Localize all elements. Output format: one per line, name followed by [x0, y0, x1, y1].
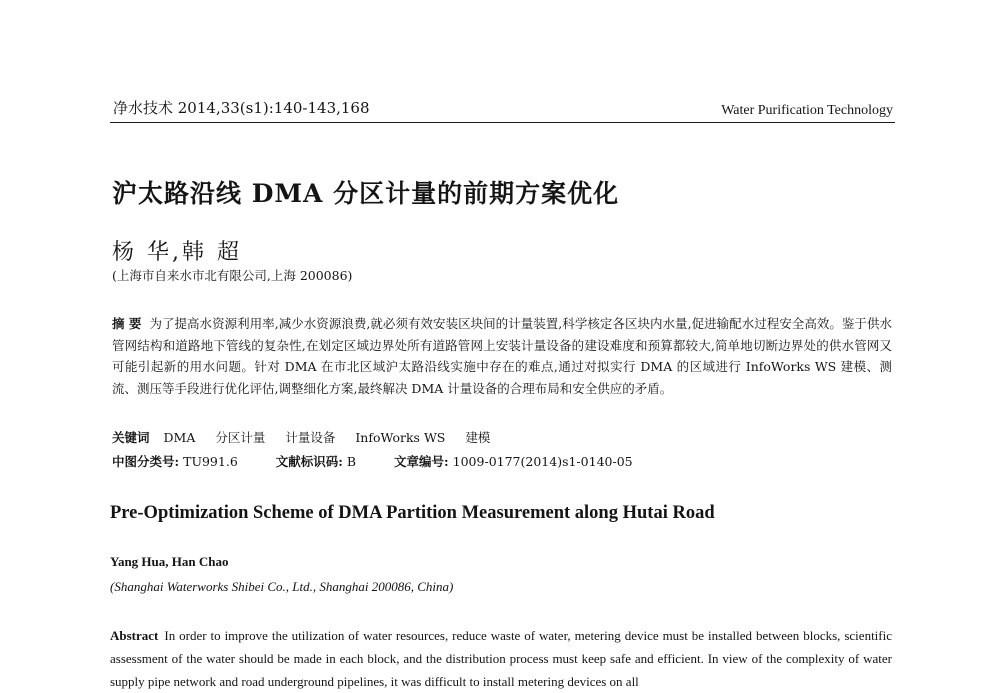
journal-name-en: Water Purification Technology [721, 103, 893, 118]
document-code [276, 454, 356, 469]
keyword: 建模 [465, 430, 491, 445]
classification-line [112, 452, 633, 470]
doc-code-label: 文献标识码: [275, 454, 343, 469]
keyword: 分区计量 [215, 430, 266, 445]
title-zh: 沪太路沿线 DMA 分区计量的前期方案优化 [112, 179, 620, 208]
clc-label: 中图分类号: [112, 454, 180, 469]
keyword: 计量设备 [285, 430, 336, 445]
abstract-zh-text: 为了提高水资源利用率,减少水资源浪费,就必须有效安装区块间的计量装置,科学核定各区块内水量,促进输配水过程安全高效。鉴于供水管网结构和道路地下管线的复杂性,在划定区域边界处所有道路管网上安装计量设备的建设难度和预算都较大,简单地切断边界处的供水管网又可能引起新的用水问题。针对 DMA 在市北区域沪太路沿线实施中存在的难点,通过对拟实行 DMA 的区域进行 InfoWorks WS 建模、测流、测压等手段进行优化评估,调整细化方案,最终解决 DMA 计量设备的合理布局和安全供应的矛盾。 [112, 316, 892, 396]
clc-number [112, 454, 238, 469]
header-rule [110, 122, 895, 123]
article-no-value: 1009-0177(2014)s1-0140-05 [452, 454, 633, 469]
abstract-en-text: In order to improve the utilization of water resources, reduce waste of water, metering device must be installed between blocks, scientific assessment of the water should be made in each block, and the distribution process must keep safe and efficient. In view of the complexity of water supply pipe network and road underground pipelines, it was difficult to install metering devices on all [110, 628, 892, 689]
clc-value: TU991.6 [183, 454, 238, 469]
abstract-en [110, 624, 892, 693]
doc-code-value: B [346, 454, 357, 469]
authors-en: Yang Hua, Han Chao [110, 554, 229, 569]
title-en: Pre-Optimization Scheme of DMA Partition Measurement along Hutai Road [110, 503, 715, 523]
keyword: InfoWorks WS [355, 430, 446, 445]
authors-zh: 杨 华,韩 超 [112, 240, 242, 265]
affiliation-zh: (上海市自来水市北有限公司,上海 200086) [112, 268, 353, 283]
keywords-zh [112, 428, 506, 446]
abstract-zh [112, 313, 892, 399]
article-no-label: 文章编号: [394, 454, 449, 469]
journal-citation: 净水技术 2014,33(s1):140-143,168 [113, 99, 370, 117]
keywords-zh-label: 关键词 [112, 430, 150, 445]
abstract-zh-label: 摘 要 [112, 316, 142, 331]
article-number [394, 454, 633, 469]
abstract-en-label: Abstract [110, 628, 159, 643]
affiliation-en: (Shanghai Waterworks Shibei Co., Ltd., Shanghai 200086, China) [110, 579, 454, 594]
keyword: DMA [163, 430, 196, 445]
